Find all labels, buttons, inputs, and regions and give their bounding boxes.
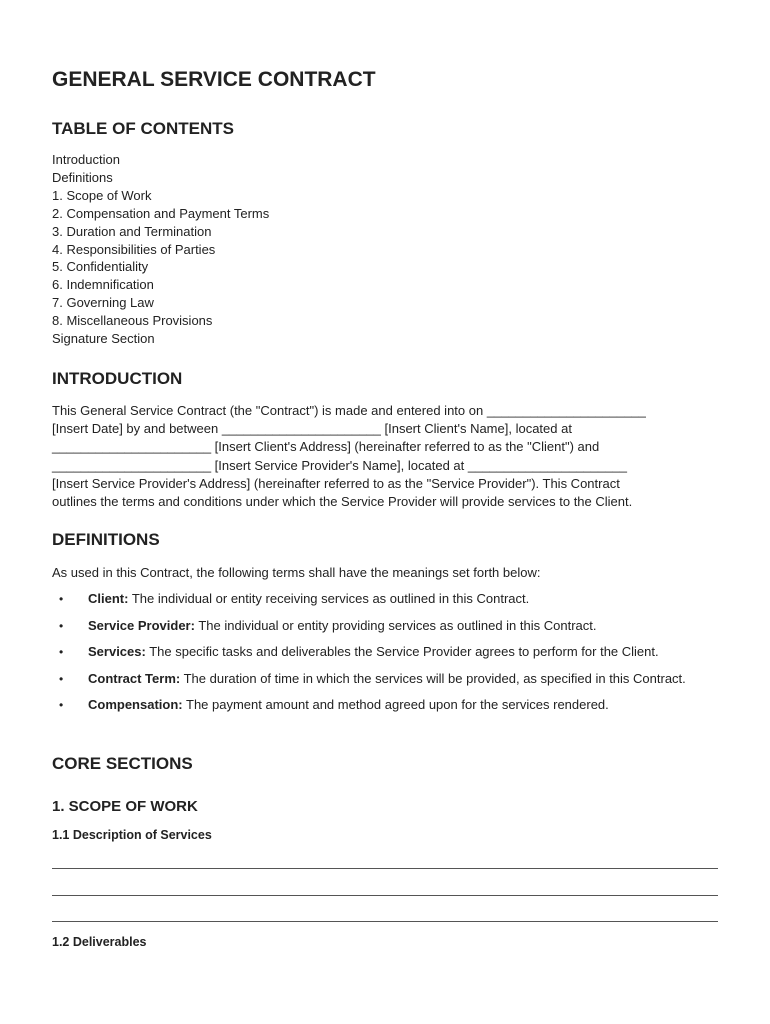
blank-fill-line[interactable] <box>52 895 718 896</box>
bullet-icon: • <box>59 698 64 712</box>
definition-text: The individual or entity receiving services as outlined in this Contract. <box>128 591 530 606</box>
description-of-services-heading: 1.1 Description of Services <box>52 828 212 842</box>
bullet-icon: • <box>59 645 64 659</box>
definition-text: The payment amount and method agreed upon for the services rendered. <box>182 697 609 712</box>
document-title: GENERAL SERVICE CONTRACT <box>52 68 376 91</box>
definitions-list <box>52 590 722 723</box>
list-item <box>52 696 722 714</box>
core-sections-heading: CORE SECTIONS <box>52 754 193 773</box>
list-item <box>52 670 722 688</box>
introduction-line: outlines the terms and conditions under which the Service Provider will provide services to the Client. <box>52 494 633 510</box>
introduction-line: [Insert Service Provider's Address] (hereinafter referred to as the "Service Provider"). This Contract <box>52 475 620 491</box>
blank-fill-line[interactable] <box>52 868 718 869</box>
toc-heading: TABLE OF CONTENTS <box>52 119 234 138</box>
toc-item-signature: Signature Section <box>52 331 155 347</box>
definition-term: Service Provider: <box>88 617 195 633</box>
toc-item-definitions: Definitions <box>52 169 113 185</box>
list-item <box>52 643 722 661</box>
blank-fill-line[interactable] <box>52 921 718 922</box>
bullet-icon: • <box>59 592 64 606</box>
toc-item-compensation: 2. Compensation and Payment Terms <box>52 205 270 221</box>
list-item <box>52 590 722 608</box>
introduction-paragraph <box>52 402 646 511</box>
toc-item-miscellaneous: 8. Miscellaneous Provisions <box>52 313 213 329</box>
list-item <box>52 617 722 635</box>
toc-item-duration: 3. Duration and Termination <box>52 223 212 239</box>
introduction-heading: INTRODUCTION <box>52 369 183 388</box>
toc-item-governing-law: 7. Governing Law <box>52 295 154 311</box>
introduction-line: ______________________ [Insert Service Provider's Name], located at ______________________ <box>52 457 627 473</box>
definition-term: Contract Term: <box>88 670 181 686</box>
definition-text: The duration of time in which the services will be provided, as specified in this Contract. <box>180 670 686 686</box>
definitions-intro: As used in this Contract, the following terms shall have the meanings set forth below: <box>52 565 541 580</box>
definition-term: Client: <box>88 591 129 606</box>
definitions-heading: DEFINITIONS <box>52 530 160 549</box>
definition-term: Compensation: <box>88 697 183 712</box>
introduction-line: This General Service Contract (the "Contract") is made and entered into on ______________________ <box>52 403 646 418</box>
definition-text: The individual or entity providing services as outlined in this Contract. <box>194 617 597 633</box>
toc-item-responsibilities: 4. Responsibilities of Parties <box>52 241 216 257</box>
definition-text: The specific tasks and deliverables the Service Provider agrees to perform for the Client. <box>145 644 659 659</box>
scope-of-work-heading: 1. SCOPE OF WORK <box>52 798 198 815</box>
toc-item-scope-of-work: 1. Scope of Work <box>52 187 152 203</box>
bullet-icon: • <box>59 618 64 633</box>
toc-item-indemnification: 6. Indemnification <box>52 277 154 293</box>
introduction-line: ______________________ [Insert Client's Address] (hereinafter referred to as the "Client") and <box>52 439 600 455</box>
table-of-contents <box>52 151 269 348</box>
toc-item-introduction: Introduction <box>52 152 120 167</box>
toc-item-confidentiality: 5. Confidentiality <box>52 259 149 275</box>
bullet-icon: • <box>59 671 64 686</box>
introduction-line: [Insert Date] by and between ______________________ [Insert Client's Name], located at <box>52 421 572 437</box>
definition-term: Services: <box>88 644 146 659</box>
deliverables-heading: 1.2 Deliverables <box>52 935 147 949</box>
